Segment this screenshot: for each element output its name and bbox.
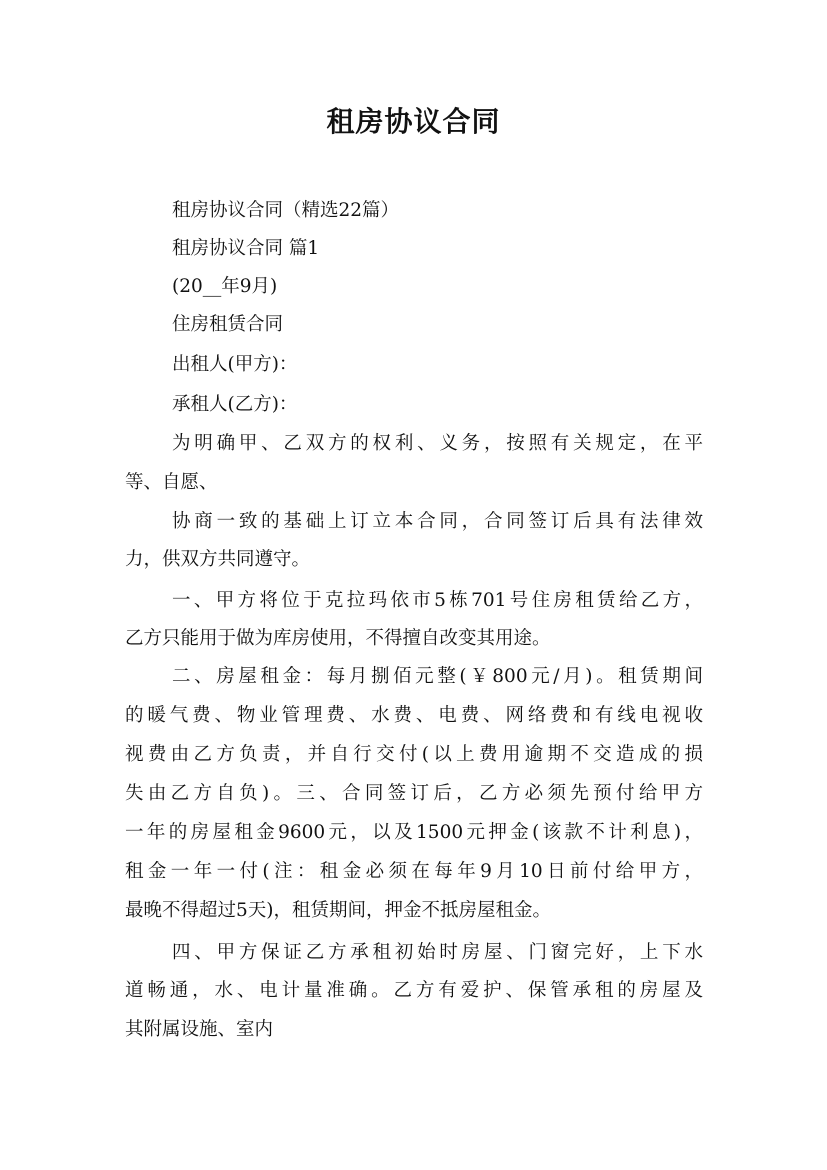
paragraph-line: 力，供双方共同遵守。 — [125, 549, 311, 570]
paragraph-line: 二、房屋租金：每月捌佰元整(￥800元/月)。租赁期间 — [172, 666, 703, 687]
paragraph-line: 乙方只能用于做为库房使用，不得擅自改变其用途。 — [125, 628, 551, 649]
date-line: (20__年9月) — [172, 276, 278, 297]
paragraph-line: 一年的房屋租金9600元，以及1500元押金(该款不计利息)， — [125, 822, 703, 843]
section-heading: 租房协议合同 篇1 — [172, 238, 320, 259]
paragraph-line: 道畅通，水、电计量准确。乙方有爱护、保管承租的房屋及 — [125, 980, 703, 1001]
paragraph-line: 一、甲方将位于克拉玛依市5栋701号住房租赁给乙方， — [172, 590, 703, 611]
paragraph-line: 租金一年一付(注：租金必须在每年9月10日前付给甲方， — [125, 861, 703, 882]
paragraph-line: 视费由乙方负责，并自行交付(以上费用逾期不交造成的损 — [125, 744, 703, 765]
contract-name: 住房租赁合同 — [172, 314, 284, 335]
paragraph-line: 四、甲方保证乙方承租初始时房屋、门窗完好，上下水 — [172, 942, 703, 963]
paragraph-line: 协商一致的基础上订立本合同，合同签订后具有法律效 — [172, 511, 703, 532]
paragraph-line: 的暖气费、物业管理费、水费、电费、网络费和有线电视收 — [125, 705, 703, 726]
paragraph-line: 最晚不得超过5天)，租赁期间，押金不抵房屋租金。 — [125, 900, 551, 921]
paragraph-line: 其附属设施、室内 — [125, 1019, 274, 1040]
paragraph-line: 失由乙方自负)。三、合同签订后，乙方必须先预付给甲方 — [125, 783, 703, 804]
paragraph-line: 等、自愿、 — [125, 472, 218, 493]
paragraph-line: 为明确甲、乙双方的权利、义务，按照有关规定，在平 — [172, 433, 703, 454]
subtitle-line: 租房协议合同（精选22篇） — [172, 200, 400, 221]
lessee-line: 承租人(乙方)： — [172, 394, 298, 415]
lessor-line: 出租人(甲方)： — [172, 354, 298, 375]
document-title: 租房协议合同 — [326, 105, 501, 138]
